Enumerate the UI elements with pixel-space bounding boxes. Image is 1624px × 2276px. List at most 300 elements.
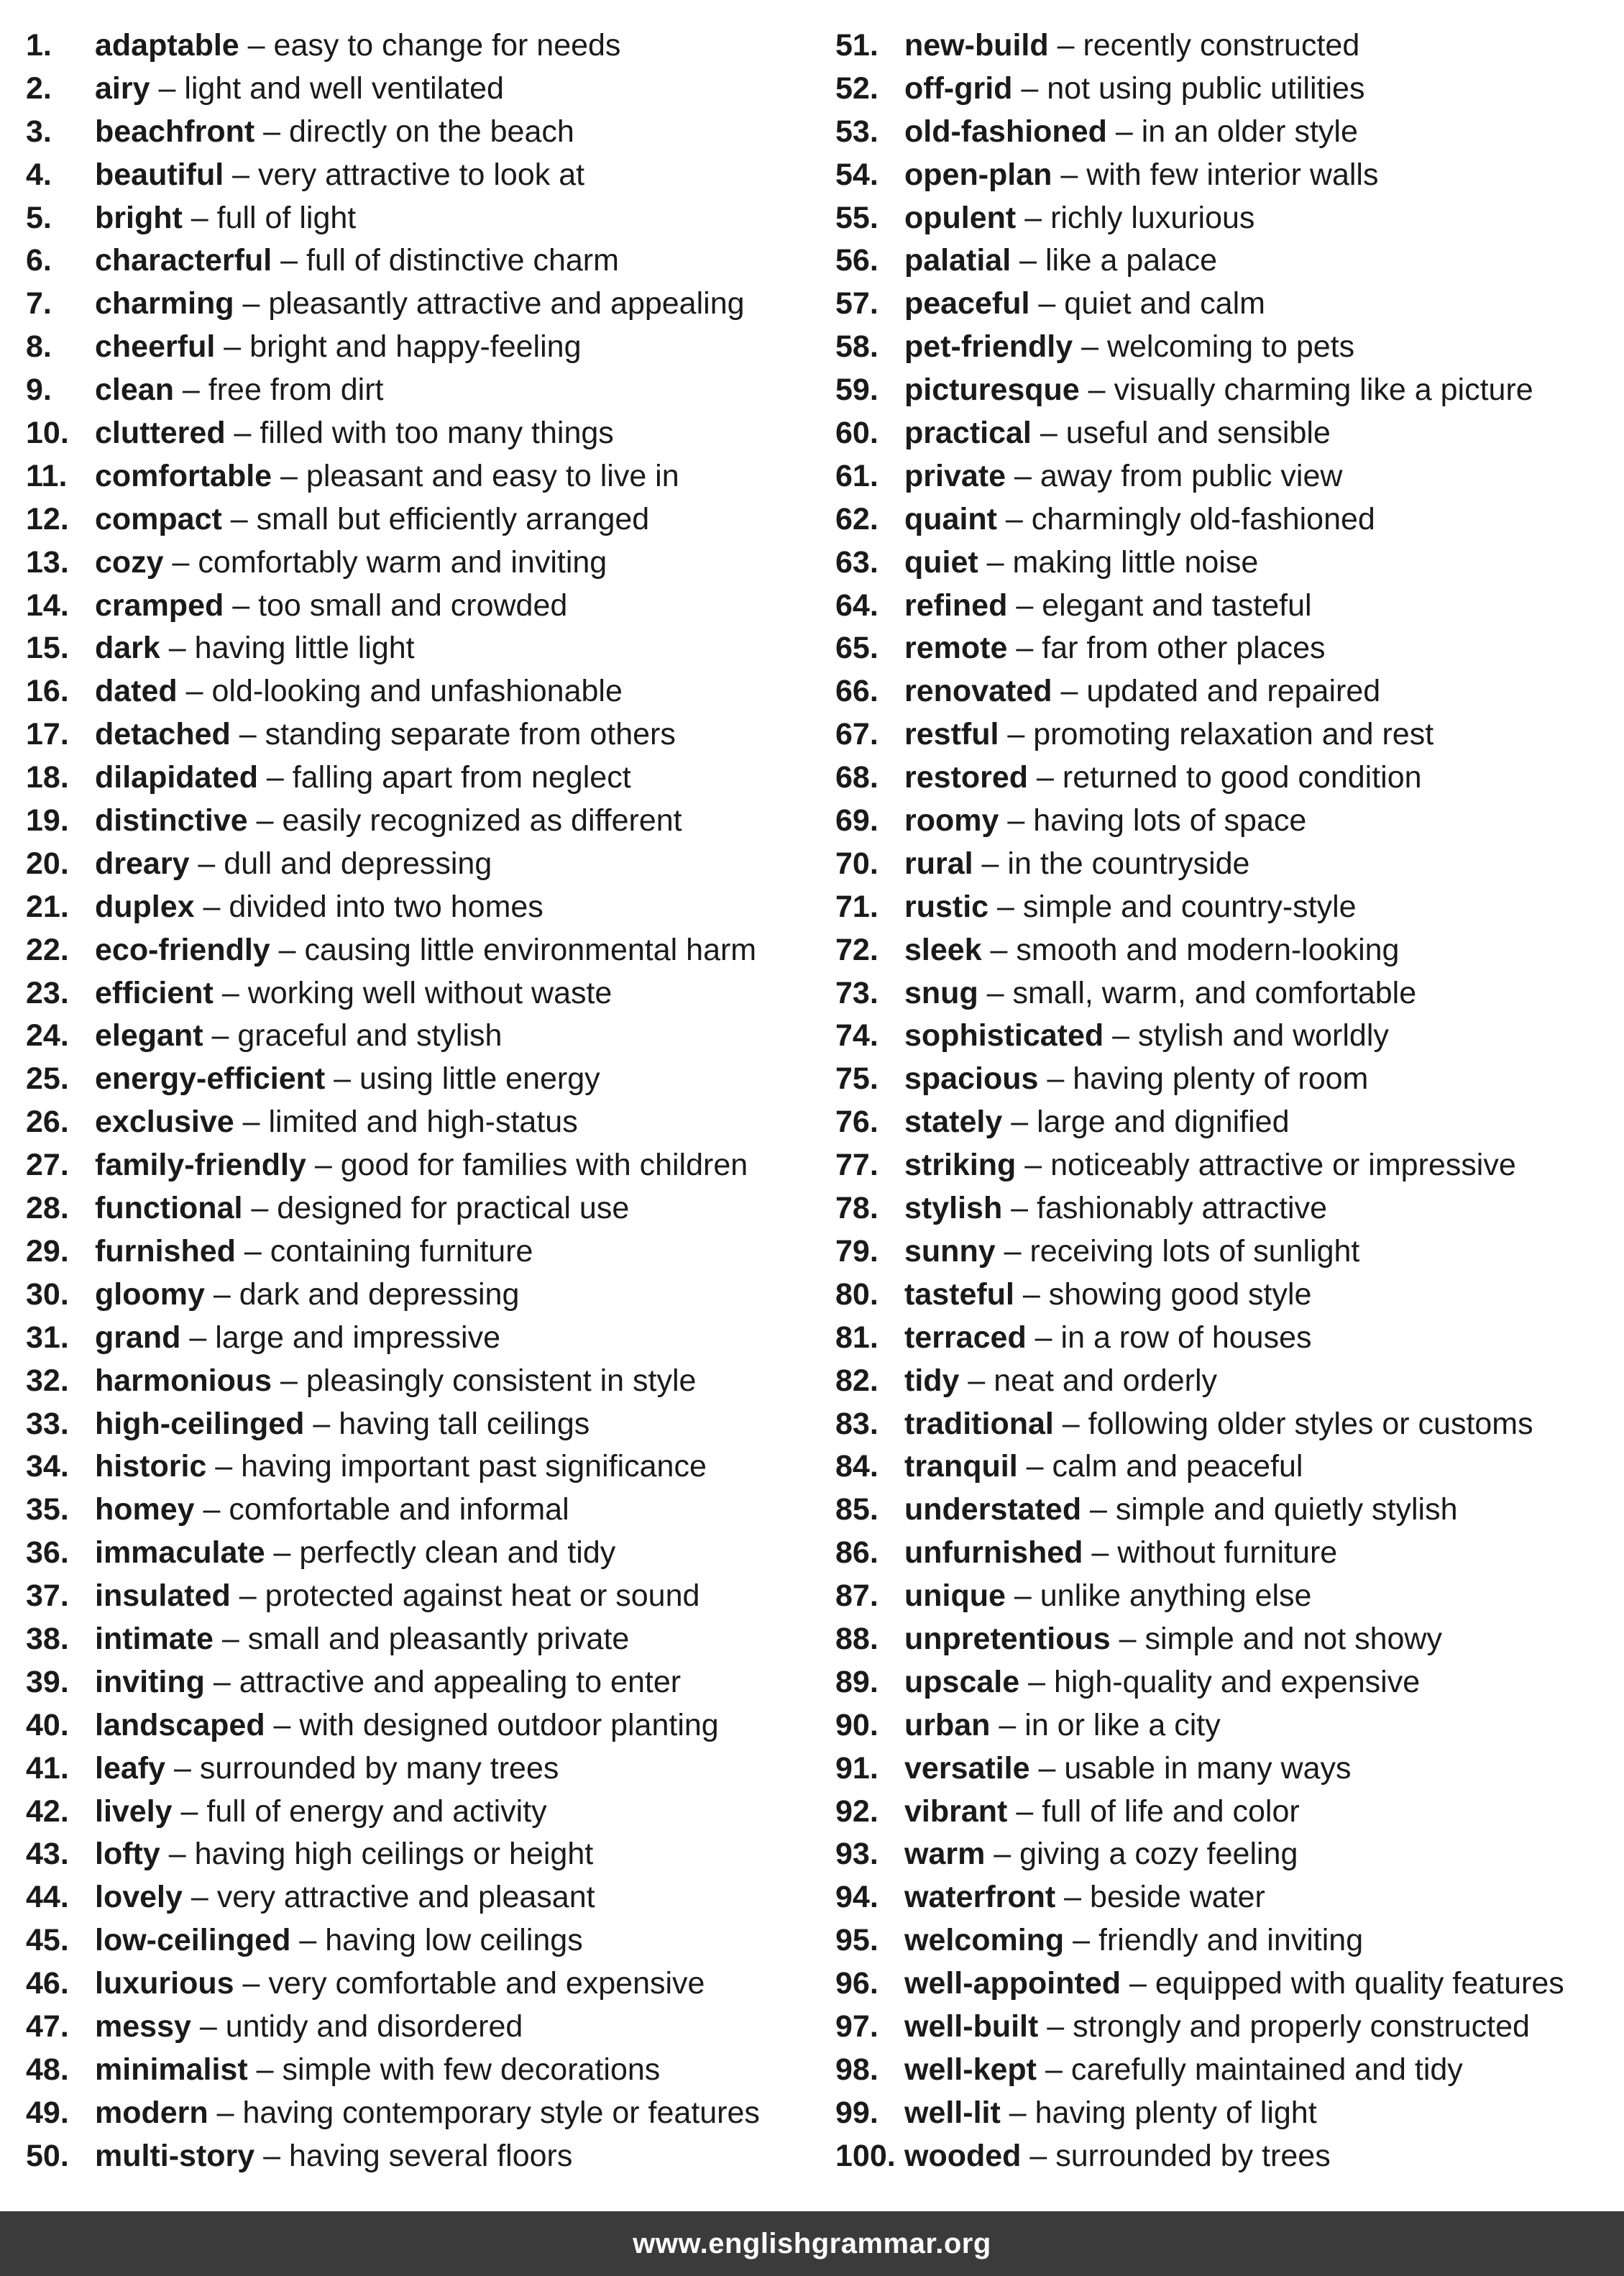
entry-definition: surrounded by trees	[1055, 2138, 1331, 2173]
entry-separator: –	[1110, 1621, 1145, 1656]
entry-number: 80.	[835, 1276, 878, 1312]
list-item	[26, 283, 817, 326]
entry-text	[95, 800, 682, 843]
entry-text	[904, 369, 1533, 412]
entry-number: 38.	[26, 1621, 69, 1656]
entry-number: 24.	[26, 1018, 69, 1054]
entry-number: 6.	[26, 243, 52, 278]
entry-word: refined	[904, 588, 1008, 623]
entry-number: 95.	[835, 1923, 878, 1958]
entry-number: 76.	[835, 1105, 878, 1140]
entry-definition: making little noise	[1012, 544, 1259, 580]
entry-separator: –	[304, 1406, 339, 1441]
entry-word: warm	[904, 1837, 986, 1872]
entry-word: clean	[95, 373, 174, 408]
entry-separator: –	[1007, 1793, 1042, 1829]
entry-word: inviting	[95, 1664, 205, 1699]
list-item	[835, 585, 1619, 628]
entry-text	[904, 1919, 1363, 1962]
entry-separator: –	[1016, 200, 1051, 235]
list-item	[26, 1101, 817, 1144]
entry-text	[95, 111, 574, 154]
entry-word: efficient	[95, 975, 214, 1010]
entry-number: 43.	[26, 1837, 69, 1872]
entry-text	[904, 670, 1380, 713]
list-item	[835, 627, 1619, 670]
entry-definition: simple with few decorations	[282, 2052, 661, 2087]
list-item	[835, 1445, 1619, 1489]
entry-text	[904, 1489, 1458, 1532]
entry-separator: –	[163, 544, 198, 580]
list-item	[26, 627, 817, 670]
entry-separator: –	[1073, 329, 1107, 365]
list-item	[835, 1058, 1619, 1101]
word-list-right-column	[835, 24, 1619, 2178]
entry-word: lofty	[95, 1837, 160, 1872]
entry-word: stately	[904, 1105, 1003, 1140]
entry-number: 59.	[835, 373, 878, 408]
entry-definition: large and dignified	[1037, 1105, 1290, 1140]
entry-text	[95, 1403, 589, 1446]
entry-separator: –	[265, 1535, 300, 1571]
entry-word: dated	[95, 674, 178, 709]
entry-word: historic	[95, 1449, 207, 1484]
entry-number: 65.	[835, 631, 878, 666]
entry-word: homey	[95, 1492, 195, 1527]
entry-separator: –	[1064, 1923, 1099, 1958]
entry-definition: divided into two homes	[229, 889, 543, 924]
entry-number: 44.	[26, 1880, 69, 1915]
entry-definition: strongly and properly constructed	[1073, 2008, 1530, 2044]
entry-separator: –	[985, 1837, 1020, 1872]
entry-text	[904, 1661, 1420, 1704]
entry-number: 98.	[835, 2052, 878, 2087]
entry-text	[904, 713, 1433, 757]
entry-number: 22.	[26, 932, 69, 967]
entry-definition: easy to change for needs	[273, 28, 621, 63]
entry-number: 15.	[26, 631, 69, 666]
entry-number: 29.	[26, 1233, 69, 1269]
entry-separator: –	[1016, 1148, 1051, 1183]
entry-word: stylish	[904, 1191, 1003, 1226]
entry-word: well-kept	[904, 2052, 1037, 2087]
entry-word: dreary	[95, 846, 190, 881]
entry-separator: –	[213, 1621, 248, 1656]
entry-word: dilapidated	[95, 760, 258, 795]
entry-definition: welcoming to pets	[1106, 329, 1355, 365]
entry-word: bright	[95, 200, 183, 235]
entry-number: 47.	[26, 2008, 69, 2044]
entry-number: 49.	[26, 2095, 69, 2130]
entry-definition: designed for practical use	[277, 1191, 630, 1226]
entry-separator: –	[247, 803, 283, 838]
entry-separator: –	[1017, 1449, 1052, 1484]
entry-number: 56.	[835, 243, 878, 278]
entry-word: palatial	[904, 243, 1011, 278]
entry-separator: –	[1029, 1750, 1065, 1786]
footer-website-url: www.englishgrammar.org	[633, 2227, 991, 2259]
entry-text	[95, 283, 745, 326]
list-item	[26, 1575, 817, 1618]
entry-separator: –	[1048, 28, 1083, 63]
list-item	[835, 1230, 1619, 1274]
entry-text	[904, 1445, 1303, 1489]
list-item	[835, 1791, 1619, 1834]
entry-definition: untidy and disordered	[225, 2008, 523, 2044]
entry-word: intimate	[95, 1621, 214, 1656]
list-item	[835, 670, 1619, 713]
entry-separator: –	[235, 1233, 270, 1269]
list-item	[26, 68, 817, 111]
list-item	[26, 1360, 817, 1403]
entry-definition: large and impressive	[215, 1320, 501, 1355]
entry-definition: in the countryside	[1007, 846, 1250, 881]
entry-definition: having low ceilings	[325, 1923, 583, 1958]
entry-text	[95, 972, 612, 1015]
entry-separator: –	[230, 717, 265, 752]
entry-word: unique	[904, 1578, 1006, 1614]
entry-separator: –	[194, 889, 229, 924]
entry-definition: limited and high-status	[268, 1105, 578, 1140]
entry-separator: –	[978, 975, 1013, 1010]
entry-number: 97.	[835, 2008, 878, 2044]
list-item	[835, 283, 1619, 326]
entry-text	[904, 2092, 1317, 2135]
list-item	[26, 1187, 817, 1230]
entry-word: well-built	[904, 2008, 1039, 2044]
entry-text	[904, 1747, 1351, 1791]
list-item	[835, 455, 1619, 498]
entry-text	[95, 1876, 595, 1919]
entry-text	[904, 843, 1249, 886]
entry-number: 93.	[835, 1837, 878, 1872]
entry-number: 54.	[835, 157, 878, 192]
entry-text	[95, 1144, 748, 1187]
entry-number: 11.	[26, 458, 68, 493]
entry-definition: comfortably warm and inviting	[198, 544, 607, 580]
entry-number: 5.	[26, 200, 52, 235]
entry-definition: very attractive and pleasant	[216, 1880, 595, 1915]
list-item	[835, 111, 1619, 154]
entry-number: 81.	[835, 1320, 878, 1355]
entry-number: 8.	[26, 329, 52, 365]
entry-word: practical	[904, 416, 1032, 451]
entry-word: waterfront	[904, 1880, 1056, 1915]
entry-separator: –	[1011, 243, 1045, 278]
entry-separator: –	[194, 1492, 229, 1527]
entry-text	[95, 1317, 500, 1360]
entry-text	[95, 197, 356, 240]
entry-word: duplex	[95, 889, 195, 924]
entry-number: 62.	[835, 501, 878, 536]
entry-definition: in an older style	[1141, 114, 1358, 149]
list-item	[26, 154, 817, 197]
entry-separator: –	[234, 1105, 269, 1140]
entry-text	[95, 886, 543, 929]
list-item	[835, 929, 1619, 972]
entry-text	[904, 239, 1217, 283]
entry-separator: –	[1052, 157, 1087, 192]
entry-number: 18.	[26, 760, 69, 795]
entry-definition: having several floors	[289, 2138, 573, 2173]
entry-text	[95, 1489, 569, 1532]
entry-number: 86.	[835, 1535, 878, 1571]
entry-definition: far from other places	[1042, 631, 1326, 666]
entry-separator: –	[1055, 1880, 1091, 1915]
list-item	[26, 670, 817, 713]
entry-word: grand	[95, 1320, 181, 1355]
entry-text	[95, 1445, 707, 1489]
entry-separator: –	[254, 2138, 289, 2173]
list-item	[835, 1317, 1619, 1360]
entry-definition: comfortable and informal	[229, 1492, 569, 1527]
entry-text	[95, 2049, 660, 2092]
entry-definition: good for families with children	[340, 1148, 748, 1183]
entry-definition: having contemporary style or features	[242, 2095, 760, 2130]
entry-number: 36.	[26, 1535, 69, 1571]
entry-definition: very attractive to look at	[257, 157, 585, 192]
list-item	[835, 2049, 1619, 2092]
entry-definition: bright and happy-feeling	[249, 329, 582, 365]
entry-text	[904, 1575, 1311, 1618]
list-item	[26, 541, 817, 585]
entry-separator: –	[270, 932, 305, 967]
entry-word: pet-friendly	[904, 329, 1073, 365]
entry-definition: light and well ventilated	[184, 70, 504, 106]
entry-separator: –	[272, 458, 306, 493]
entry-definition: attractive and appealing to enter	[239, 1664, 682, 1699]
entry-definition: having high ceilings or height	[194, 1837, 594, 1872]
entry-text	[95, 627, 415, 670]
entry-definition: noticeably attractive or impressive	[1050, 1148, 1516, 1183]
entry-text	[904, 2135, 1331, 2178]
list-item	[835, 843, 1619, 886]
entry-number: 72.	[835, 932, 878, 967]
entry-separator: –	[225, 416, 260, 451]
entry-number: 79.	[835, 1233, 878, 1269]
list-item	[835, 757, 1619, 800]
entry-number: 9.	[26, 373, 52, 408]
footer-bar	[0, 2211, 1624, 2276]
entry-number: 71.	[835, 889, 878, 924]
entry-definition: carefully maintained and tidy	[1070, 2052, 1463, 2087]
entry-word: rural	[904, 846, 973, 881]
list-item	[26, 455, 817, 498]
entry-separator: –	[1026, 1320, 1061, 1355]
list-item	[26, 1445, 817, 1489]
entry-number: 13.	[26, 544, 69, 580]
entry-definition: small, warm, and comfortable	[1012, 975, 1417, 1010]
entry-number: 46.	[26, 1966, 69, 2001]
entry-separator: –	[1019, 1664, 1054, 1699]
entry-word: opulent	[904, 200, 1017, 235]
list-item	[835, 1618, 1619, 1661]
list-item	[26, 1230, 817, 1274]
entry-text	[95, 1575, 699, 1618]
entry-number: 42.	[26, 1793, 69, 1829]
entry-separator: –	[1000, 2095, 1035, 2130]
entry-definition: receiving lots of sunlight	[1029, 1233, 1360, 1269]
entry-word: lovely	[95, 1880, 183, 1915]
entry-separator: –	[177, 674, 212, 709]
entry-separator: –	[180, 1320, 216, 1355]
list-item	[26, 1791, 817, 1834]
entry-word: immaculate	[95, 1535, 265, 1571]
entry-separator: –	[1121, 1966, 1155, 2001]
entry-word: quaint	[904, 501, 997, 536]
list-item	[835, 1403, 1619, 1446]
entry-number: 85.	[835, 1492, 878, 1527]
entry-separator: –	[1007, 588, 1042, 623]
entry-word: tasteful	[904, 1276, 1014, 1312]
entry-definition: having little light	[194, 631, 415, 666]
entry-word: terraced	[904, 1320, 1027, 1355]
entry-number: 39.	[26, 1664, 69, 1699]
entry-separator: –	[1083, 1535, 1118, 1571]
list-item	[835, 1876, 1619, 1919]
list-item	[26, 843, 817, 886]
entry-separator: –	[254, 114, 289, 149]
entry-text	[904, 1962, 1564, 2006]
entry-separator: –	[1002, 1105, 1037, 1140]
entry-text	[904, 154, 1378, 197]
entry-number: 41.	[26, 1750, 69, 1786]
entry-word: well-appointed	[904, 1966, 1121, 2001]
entry-text	[95, 498, 649, 541]
entry-word: restful	[904, 717, 999, 752]
entry-word: luxurious	[95, 1966, 234, 2001]
entry-definition: pleasantly attractive and appealing	[268, 286, 745, 321]
list-item	[835, 1360, 1619, 1403]
entry-text	[904, 455, 1342, 498]
entry-separator: –	[1028, 760, 1063, 795]
entry-text	[904, 1187, 1327, 1230]
entry-number: 32.	[26, 1363, 69, 1398]
list-item	[835, 1575, 1619, 1618]
entry-text	[95, 929, 756, 972]
entry-number: 87.	[835, 1578, 878, 1614]
list-item	[835, 1532, 1619, 1575]
entry-separator: –	[203, 1018, 238, 1054]
list-item	[26, 1618, 817, 1661]
entry-text	[904, 1532, 1337, 1575]
entry-separator: –	[1037, 2052, 1071, 2087]
entry-text	[904, 1360, 1217, 1403]
entry-separator: –	[1052, 674, 1087, 709]
list-item	[835, 239, 1619, 283]
list-item	[26, 886, 817, 929]
entry-word: cozy	[95, 544, 164, 580]
entry-separator: –	[265, 1707, 300, 1742]
entry-definition: pleasant and easy to live in	[306, 458, 679, 493]
entry-separator: –	[160, 1837, 195, 1872]
list-item	[26, 1274, 817, 1317]
entry-number: 82.	[835, 1363, 878, 1398]
entry-word: beachfront	[95, 114, 255, 149]
entry-word: upscale	[904, 1664, 1020, 1699]
entry-word: remote	[904, 631, 1008, 666]
entry-separator: –	[191, 2008, 226, 2044]
entry-number: 21.	[26, 889, 69, 924]
entry-separator: –	[204, 1276, 239, 1312]
entry-word: charming	[95, 286, 234, 321]
entry-separator: –	[1014, 1276, 1049, 1312]
entry-text	[904, 111, 1358, 154]
entry-definition: old-looking and unfashionable	[211, 674, 623, 709]
entry-word: cramped	[95, 588, 224, 623]
entry-text	[95, 585, 567, 628]
entry-definition: charmingly old-fashioned	[1031, 501, 1375, 536]
entry-word: open-plan	[904, 157, 1052, 192]
entry-word: high-ceilinged	[95, 1406, 305, 1441]
entry-word: lively	[95, 1793, 173, 1829]
entry-word: quiet	[904, 544, 978, 580]
entry-word: unpretentious	[904, 1621, 1111, 1656]
entry-number: 66.	[835, 674, 878, 709]
list-item	[26, 1747, 817, 1791]
entry-definition: with designed outdoor planting	[299, 1707, 719, 1742]
entry-word: furnished	[95, 1233, 236, 1269]
entry-definition: away from public view	[1040, 458, 1343, 493]
entry-definition: full of distinctive charm	[306, 243, 619, 278]
entry-number: 67.	[835, 717, 878, 752]
entry-text	[904, 498, 1375, 541]
entry-definition: in a row of houses	[1060, 1320, 1312, 1355]
list-item	[835, 1489, 1619, 1532]
entry-text	[95, 1661, 681, 1704]
entry-word: renovated	[904, 674, 1052, 709]
entry-word: multi-story	[95, 2138, 255, 2173]
entry-separator: –	[272, 1363, 306, 1398]
entry-definition: free from dirt	[208, 373, 384, 408]
entry-number: 2.	[26, 70, 52, 106]
list-item	[26, 239, 817, 283]
entry-definition: without furniture	[1117, 1535, 1338, 1571]
list-item	[835, 2092, 1619, 2135]
entry-definition: simple and country-style	[1022, 889, 1357, 924]
list-item	[835, 369, 1619, 412]
entry-number: 31.	[26, 1320, 69, 1355]
entry-definition: richly luxurious	[1050, 200, 1255, 235]
entry-number: 33.	[26, 1406, 69, 1441]
entry-definition: high-quality and expensive	[1053, 1664, 1421, 1699]
entry-definition: returned to good condition	[1062, 760, 1422, 795]
list-item	[835, 1661, 1619, 1704]
entry-text	[95, 2135, 572, 2178]
entry-word: insulated	[95, 1578, 231, 1614]
entry-number: 12.	[26, 501, 69, 536]
entry-definition: showing good style	[1048, 1276, 1312, 1312]
list-item	[26, 2049, 817, 2092]
entry-text	[95, 1015, 502, 1058]
entry-separator: –	[1081, 1492, 1116, 1527]
entry-number: 16.	[26, 674, 69, 709]
entry-separator: –	[150, 70, 185, 106]
list-item	[26, 1532, 817, 1575]
entry-definition: dull and depressing	[224, 846, 492, 881]
entry-separator: –	[204, 1664, 239, 1699]
entry-separator: –	[1053, 1406, 1088, 1441]
entry-word: off-grid	[904, 70, 1013, 106]
entry-number: 84.	[835, 1449, 878, 1484]
entry-word: detached	[95, 717, 231, 752]
entry-word: adaptable	[95, 28, 239, 63]
entry-number: 1.	[26, 28, 52, 63]
entry-separator: –	[1079, 373, 1114, 408]
entry-definition: neat and orderly	[994, 1363, 1218, 1398]
entry-definition: causing little environmental harm	[304, 932, 757, 967]
entry-text	[95, 2006, 523, 2049]
